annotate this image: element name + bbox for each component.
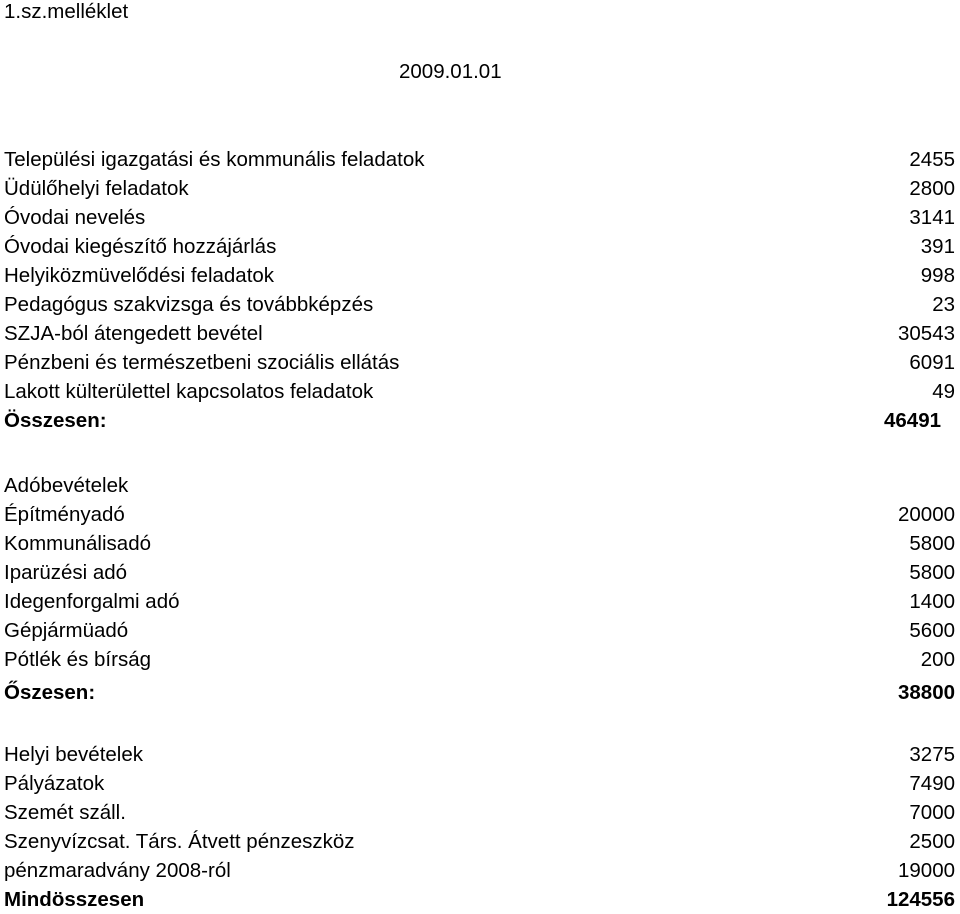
table-row xyxy=(4,650,955,674)
grand-total-label: Mindösszesen xyxy=(4,888,145,911)
row-label: Iparüzési adó xyxy=(4,561,128,584)
row-label: Kommunálisadó xyxy=(4,532,151,555)
table-row xyxy=(4,179,955,203)
grand-total-value: 124556 xyxy=(886,888,955,911)
table-row xyxy=(4,382,955,406)
table-row xyxy=(4,803,955,827)
row-label: Szenyvízcsat. Társ. Átvett pénzeszköz xyxy=(4,830,355,853)
table-row xyxy=(4,534,955,558)
table-row xyxy=(4,150,955,174)
row-label: Lakott külterülettel kapcsolatos feladatok xyxy=(4,380,374,403)
row-label: Óvodai nevelés xyxy=(4,206,146,229)
row-label: Pedagógus szakvizsga és továbbképzés xyxy=(4,293,374,316)
table-row xyxy=(4,592,955,616)
table-row xyxy=(4,774,955,798)
row-value: 3141 xyxy=(909,206,955,229)
total-value: 38800 xyxy=(897,681,955,704)
table-row xyxy=(4,208,955,232)
row-value: 998 xyxy=(920,264,955,287)
row-value: 5800 xyxy=(909,561,955,584)
row-label: Helyi bevételek xyxy=(4,743,144,766)
table-row xyxy=(4,745,955,769)
row-value: 49 xyxy=(932,380,955,403)
row-label: Építményadó xyxy=(4,503,125,526)
table-row xyxy=(4,353,955,377)
table-row xyxy=(4,505,955,529)
table-row xyxy=(4,832,955,856)
row-value: 7490 xyxy=(909,772,955,795)
document-date: 2009.01.01 xyxy=(399,60,502,83)
row-value: 23 xyxy=(932,293,955,316)
row-value: 2455 xyxy=(909,148,955,171)
total-row xyxy=(4,411,955,435)
table-row xyxy=(4,563,955,587)
attachment-label: 1.sz.melléklet xyxy=(4,0,129,23)
row-value: 7000 xyxy=(909,801,955,824)
table-row xyxy=(4,295,955,319)
row-value: 1400 xyxy=(909,590,955,613)
total-value: 46491 xyxy=(883,409,941,432)
row-label: Szemét száll. xyxy=(4,801,126,824)
row-value: 20000 xyxy=(897,503,955,526)
table-row xyxy=(4,621,955,645)
row-label: Gépjármüadó xyxy=(4,619,129,642)
row-label: Idegenforgalmi adó xyxy=(4,590,180,613)
table-row xyxy=(4,861,955,885)
section-title: Adóbevételek xyxy=(4,474,129,497)
row-value: 3275 xyxy=(909,743,955,766)
row-value: 2500 xyxy=(909,830,955,853)
row-label: Helyiközmüvelődési feladatok xyxy=(4,264,275,287)
row-label: Települési igazgatási és kommunális feladatok xyxy=(4,148,425,171)
row-label: pénzmaradvány 2008-ról xyxy=(4,859,231,882)
row-label: SZJA-ból átengedett bevétel xyxy=(4,322,263,345)
row-value: 200 xyxy=(920,648,955,671)
row-label: Pályázatok xyxy=(4,772,105,795)
row-value: 19000 xyxy=(897,859,955,882)
row-value: 391 xyxy=(920,235,955,258)
total-label: Összesen: xyxy=(4,409,107,432)
row-label: Pénzbeni és természetbeni szociális ellátás xyxy=(4,351,400,374)
table-row xyxy=(4,237,955,261)
row-value: 5600 xyxy=(909,619,955,642)
row-value: 30543 xyxy=(897,322,955,345)
table-row xyxy=(4,266,955,290)
row-value: 6091 xyxy=(909,351,955,374)
row-label: Óvodai kiegészítő hozzájárlás xyxy=(4,235,277,258)
row-label: Pótlék és bírság xyxy=(4,648,151,671)
total-label: Őszesen: xyxy=(4,681,96,704)
table-row xyxy=(4,324,955,348)
grand-total-row xyxy=(4,890,955,914)
row-value: 2800 xyxy=(909,177,955,200)
row-value: 5800 xyxy=(909,532,955,555)
total-row xyxy=(4,683,955,707)
row-label: Üdülőhelyi feladatok xyxy=(4,177,189,200)
